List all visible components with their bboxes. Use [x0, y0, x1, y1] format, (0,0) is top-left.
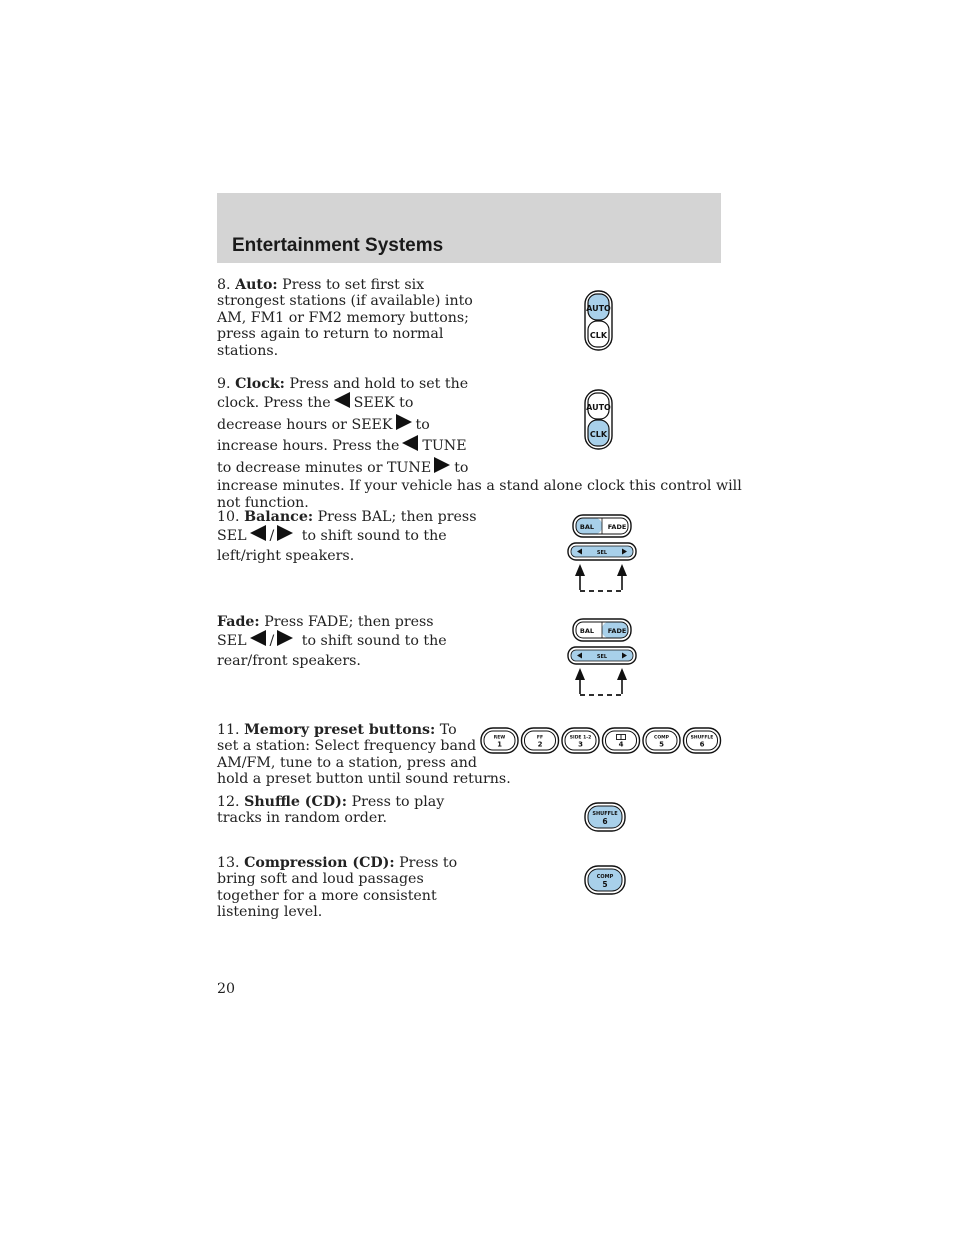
shuffle-button-illustration — [584, 802, 626, 832]
seek-left-icon — [334, 392, 350, 408]
svg-text:FF: FF — [536, 735, 544, 741]
sel-right-icon — [277, 525, 293, 541]
clk-label: CLK — [589, 331, 608, 340]
tune-left-icon — [402, 435, 418, 451]
tune-right-icon — [434, 457, 450, 473]
preset-button-5 — [643, 728, 680, 753]
item-balance: 10. Balance: Press BAL; then press SEL / to shift sound to the left/right speakers. — [217, 509, 477, 564]
preset-button-1 — [481, 728, 518, 753]
section-title: Entertainment Systems — [232, 235, 444, 256]
svg-text:COMP: COMP — [654, 735, 669, 741]
preset-button-6 — [684, 728, 721, 753]
svg-text:4: 4 — [618, 740, 624, 749]
svg-text:SIDE 1-2: SIDE 1-2 — [569, 735, 592, 741]
comp-button-illustration — [584, 865, 626, 895]
svg-text:COMP: COMP — [596, 874, 614, 880]
page-number: 20 — [217, 981, 236, 997]
bal-label: BAL — [579, 523, 595, 531]
item-clock: 9. Clock: Press and hold to set the clock. Press the SEEK to decrease hours or SEEK to increase hours. Press the TUNE to decrease minutes or TUNE to increase minutes. If your vehicle has a stand alone clock this control will not function. — [217, 376, 742, 511]
svg-text:6: 6 — [602, 817, 608, 826]
fade-label: FADE — [607, 627, 627, 635]
svg-text:5: 5 — [659, 740, 664, 749]
sel-left-icon — [250, 630, 266, 646]
section-header — [217, 193, 721, 263]
svg-text:5: 5 — [602, 880, 608, 889]
auto-label: AUTO — [586, 304, 611, 313]
svg-text:6: 6 — [699, 740, 705, 749]
svg-text:SHUFFLE: SHUFFLE — [592, 811, 618, 817]
item-shuffle: 12. Shuffle (CD): Press to play tracks in random order. — [217, 794, 445, 827]
auto-clk-control — [584, 290, 614, 352]
bal-fade-control-fade — [566, 618, 638, 700]
sel-left-icon — [250, 525, 266, 541]
fade-label: FADE — [607, 523, 627, 531]
item-fade: Fade: Press FADE; then press SEL / to shift sound to the rear/front speakers. — [217, 614, 447, 669]
sel-label: SEL — [596, 654, 608, 660]
bal-label: BAL — [579, 627, 595, 635]
svg-text:3: 3 — [578, 740, 583, 749]
preset-button-4 — [603, 728, 640, 753]
clk-label: CLK — [589, 430, 608, 439]
item-memory-presets: 11. Memory preset buttons: To set a station: Select frequency band AM/FM, tune to a station, press and hold a preset button until sound returns. — [217, 722, 511, 788]
svg-text:2: 2 — [537, 740, 543, 749]
sel-right-icon — [277, 630, 293, 646]
svg-text:1: 1 — [497, 740, 502, 749]
preset-button-3 — [562, 728, 599, 753]
svg-text:REW: REW — [493, 735, 506, 741]
svg-text:SHUFFLE: SHUFFLE — [690, 735, 714, 741]
item-auto: 8. Auto: Press to set first six strongest stations (if available) into AM, FM1 or FM2 memory buttons; press again to return to normal stations. — [217, 277, 473, 359]
sel-label: SEL — [596, 550, 608, 556]
item-compression: 13. Compression (CD): Press to bring soft and loud passages together for a more consistent listening level. — [217, 855, 458, 921]
preset-button-2 — [522, 728, 559, 753]
auto-label: AUTO — [586, 403, 611, 412]
preset-buttons — [480, 727, 722, 755]
seek-right-icon — [396, 414, 412, 430]
auto-clk-control-clock — [584, 389, 614, 451]
bal-fade-control-balance — [566, 514, 638, 596]
